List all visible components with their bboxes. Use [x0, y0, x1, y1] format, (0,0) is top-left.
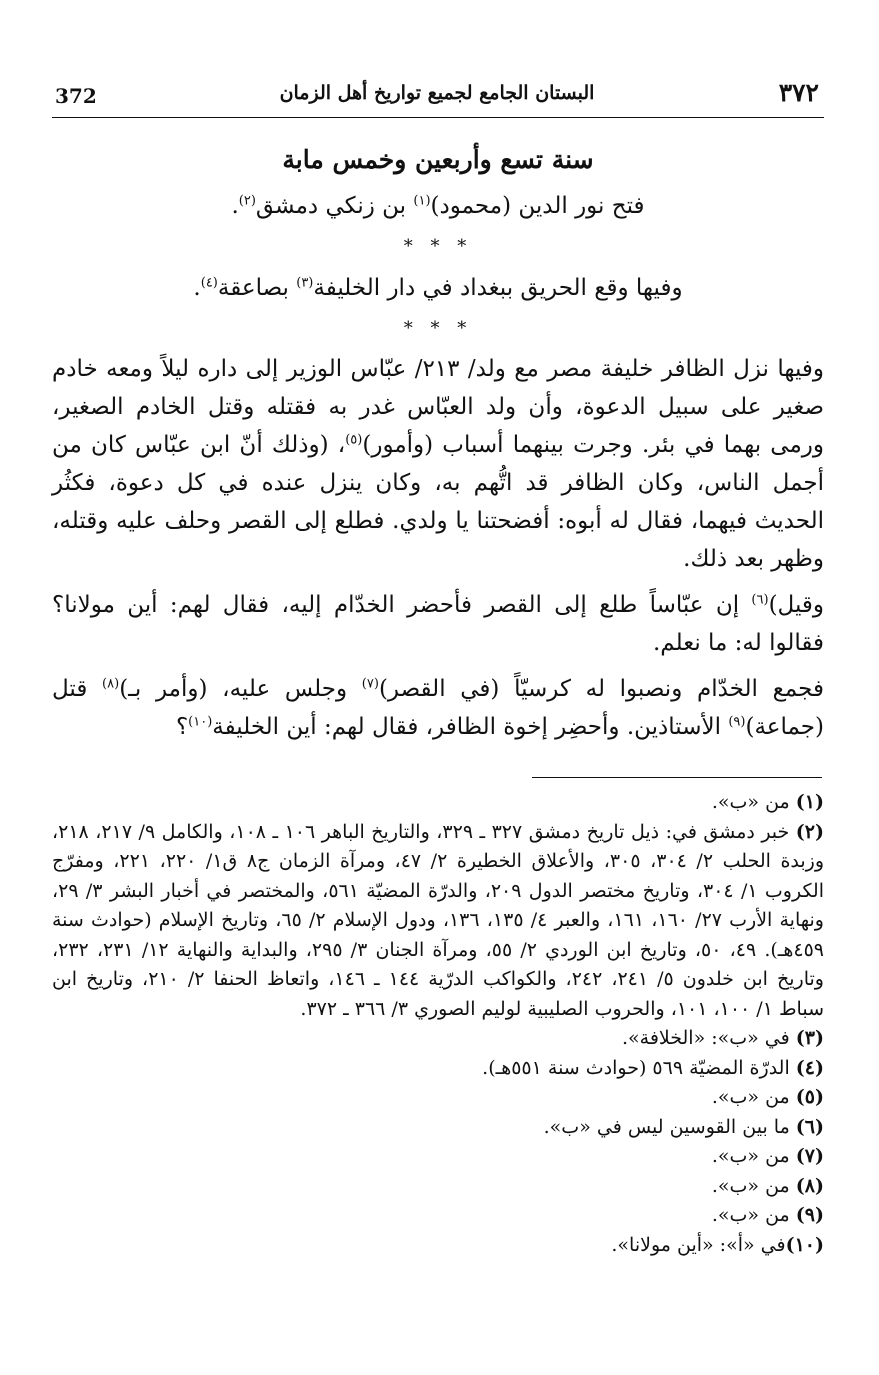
footnote-text: من «ب».: [711, 1174, 796, 1197]
footnote-number: (٢): [795, 820, 824, 843]
para3-text-a: فجمع الخدّام ونصبوا له كرسيّاً (في القصر): [378, 676, 824, 702]
footnote-2: [52, 818, 824, 1025]
conquest-text-c: .: [231, 193, 239, 219]
footnote-text: من «ب».: [711, 1145, 796, 1167]
running-title: البستان الجامع لجميع تواريخ أهل الزمان: [279, 82, 595, 104]
conquest-line: [52, 186, 824, 226]
footnote-ref-3[interactable]: (٣): [296, 275, 314, 291]
footnote-text: من «ب».: [711, 1086, 796, 1108]
footnote-number: (٨): [795, 1174, 824, 1197]
footnote-5: [52, 1083, 824, 1113]
page-number-latin: 372: [55, 84, 97, 108]
para1-text-a: وفيها نزل الظافر خليفة مصر مع ولد/ ٢١٣/ عبّاس الوزير إلى داره ليلاً ومعه خادم صغير على سبيل الدعوة، وأن ولد العبّاس غدر به فقتله وقتل الخادم الصغير، ورمى بهما في بئر. وجرت بينهما أسباب (وأمور): [52, 356, 824, 458]
section-separator-stars-2: * * *: [403, 318, 473, 339]
section-title: سنة تسع وأربعين وخمس مابة: [282, 145, 594, 174]
conquest-text-b: بن زنكي دمشق: [255, 193, 414, 219]
paragraph-servants-gathered: [52, 670, 824, 746]
para3-text-c: قتل (جماعة): [52, 676, 824, 740]
footnote-10: [52, 1231, 824, 1261]
footnote-ref-4[interactable]: (٤): [200, 275, 218, 291]
footnote-ref-8[interactable]: (٨): [102, 676, 120, 692]
footnote-8: [52, 1172, 824, 1202]
para2-text-b: إن عبّاساً طلع إلى القصر فأحضر الخدّام إليه، فقال لهم: أين مولانا؟ فقالوا له: ما نعلم.: [52, 592, 824, 656]
footnote-number: (١٠): [785, 1233, 824, 1256]
footnote-1: [52, 788, 824, 818]
footnote-number: (٣): [795, 1027, 824, 1049]
footnote-text: الدرّة المضيّة ٥٦٩ (حوادث سنة ٥٥١هـ).: [482, 1056, 796, 1079]
fire-text-b: بصاعقة: [217, 275, 297, 301]
paragraph-zafir-death: [52, 350, 824, 578]
para2-text-a: وقيل): [768, 592, 824, 618]
para3-text-b: وجلس عليه، (وأمر بـ): [119, 676, 362, 702]
para3-text-d: الأستاذين. وأحضِر إخوة الظافر، فقال لهم: أين الخليفة: [212, 714, 729, 740]
footnote-ref-7[interactable]: (٧): [361, 676, 379, 692]
page-header: [55, 78, 819, 116]
section-separator-stars: * * *: [403, 236, 473, 257]
conquest-text-a: فتح نور الدين (محمود): [430, 193, 645, 219]
footnote-number: (٧): [795, 1145, 824, 1167]
footnote-text: في «ب»: «الخلافة».: [621, 1027, 796, 1049]
footnote-ref-5[interactable]: (٥): [345, 432, 363, 448]
footnote-number: (٥): [795, 1086, 824, 1108]
footnote-divider: [532, 777, 822, 778]
footnote-ref-10[interactable]: (١٠): [188, 714, 213, 730]
fire-text-c: .: [193, 275, 201, 301]
footnote-text: ما بين القوسين ليس في «ب».: [543, 1115, 796, 1138]
footnote-number: (١): [795, 791, 824, 813]
footnote-number: (٩): [795, 1204, 824, 1226]
fire-text-a: وفيها وقع الحريق ببغداد في دار الخليفة: [313, 275, 683, 301]
paragraph-abbas-account: [52, 586, 824, 662]
fire-line: [52, 268, 824, 308]
page-number-arabic: ٣٧٢: [778, 78, 819, 107]
footnote-9: [52, 1201, 824, 1231]
footnotes: [52, 788, 824, 1260]
footnote-ref-2[interactable]: (٢): [238, 193, 256, 209]
para3-text-e: ؟: [175, 714, 189, 740]
footnote-ref-6[interactable]: (٦): [751, 592, 769, 608]
footnote-3: [52, 1024, 824, 1054]
footnote-text: خبر دمشق في: ذيل تاريخ دمشق ٣٢٧ ـ ٣٢٩، والتاريخ الباهر ١٠٦ ـ ١٠٨، والكامل ٩/ ٢١٧، ٢١٨، وزبدة الحلب ٢/ ٣٠٤، ٣٠٥، والأعلاق الخطيرة ٢/ ٤٧، ومرآة الزمان ج٨ ق١/ ٢٢٠، ٢٢١، ومفرّج الكروب ١/ ٣٠٤، وتاريخ مختصر الدول ٢٠٩، والدرّة المضيّة ٥٦١، والمختصر في أخبار البشر ٣/ ٢٩، ونهاية الأرب ٢٧/ ١٦٠، ١٦١، والعبر ٤/ ١٣٥، ١٣٦، ودول الإسلام ٢/ ٦٥، وتاريخ الإسلام (حوادث سنة ٤٥٩هـ). ٤٩، ٥٠، وتاريخ ابن الوردي ٢/ ٥٥، ومرآة الجنان ٣/ ٢٩٥، والبداية والنهاية ١٢/ ٢٣١، ٢٣٢، وتاريخ ابن خلدون ٥/ ٢٤١، ٢٤٢، والكواكب الدرّية ١٤٤ ـ ١٤٦، واتعاظ الحنفا ٢/ ٢١٠، وتاريخ ابن سباط ١/ ١٠٠، ١٠١، والحروب الصليبية لوليم الصوري ٣/ ٣٦٦ ـ ٣٧٢.: [52, 820, 825, 1020]
footnote-number: (٤): [795, 1056, 824, 1079]
para1-text-b: ، (وذلك أنّ ابن عبّاس كان من أجمل الناس، وكان الظافر قد اتُّهم به، وكان ينزل عنده في كل دعوة، فكثُر الحديث فيهما، فقال له أبوه: أفضحتنا يا ولدي. فطلع إلى القصر وحلف عليه وقتله، وظهر بعد ذلك.: [52, 432, 824, 572]
footnote-text: من «ب».: [711, 1204, 796, 1226]
footnote-4: [52, 1054, 824, 1084]
footnote-ref-1[interactable]: (١): [413, 193, 431, 209]
footnote-7: [52, 1142, 824, 1172]
main-text: [52, 134, 824, 754]
footnote-text: من «ب».: [711, 791, 796, 813]
footnote-ref-9[interactable]: (٩): [728, 714, 746, 730]
footnote-text: في «أ»: «أين مولانا».: [611, 1233, 786, 1256]
header-divider: [52, 117, 824, 118]
footnote-6: [52, 1113, 824, 1143]
footnote-number: (٦): [795, 1115, 824, 1138]
